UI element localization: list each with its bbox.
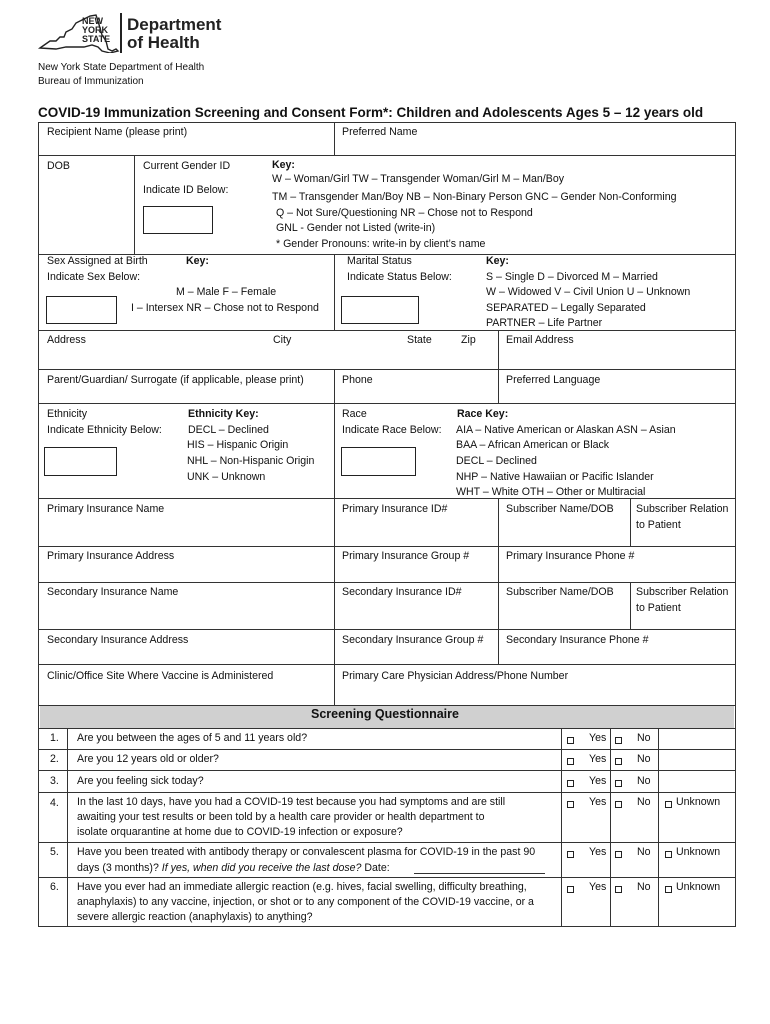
question-number: 1.	[50, 732, 59, 744]
no-checkbox[interactable]	[615, 886, 622, 893]
primary-insurance-address-label: Primary Insurance Address	[47, 550, 175, 562]
sex-assigned-label: Sex Assigned at Birth	[47, 255, 148, 267]
primary-insurance-name-label: Primary Insurance Name	[47, 503, 165, 515]
dob-label: DOB	[47, 160, 70, 172]
race-key-label: Race Key:	[457, 408, 509, 420]
sex-key-line-1: M – Male F – Female	[176, 286, 277, 298]
phone-label: Phone	[342, 374, 373, 386]
primary-insurance-group-label: Primary Insurance Group #	[342, 550, 470, 562]
gender-key-label: Key:	[272, 159, 295, 171]
indicate-sex-below-label: Indicate Sex Below:	[47, 271, 141, 283]
zip-label: Zip	[461, 334, 476, 346]
no-checkbox[interactable]	[615, 851, 622, 858]
yes-checkbox[interactable]	[567, 886, 574, 893]
indicate-id-below-label: Indicate ID Below:	[143, 184, 229, 196]
yes-checkbox[interactable]	[567, 801, 574, 808]
marital-key-label: Key:	[486, 255, 509, 267]
race-label: Race	[342, 408, 367, 420]
department-of-health-logo: Department of Health	[127, 15, 222, 52]
secondary-subscriber-name-dob-label: Subscriber Name/DOB	[506, 586, 614, 598]
agency-name: New York State Department of Health Bureau of Immunization	[38, 62, 205, 87]
current-gender-id-label: Current Gender ID	[143, 160, 231, 172]
secondary-insurance-group-label: Secondary Insurance Group #	[342, 634, 484, 646]
question-text: Are you feeling sick today?	[77, 775, 204, 787]
secondary-insurance-phone-label: Secondary Insurance Phone #	[506, 634, 649, 646]
clinic-site-label: Clinic/Office Site Where Vaccine is Administered	[47, 670, 274, 682]
state-label: State	[407, 334, 432, 346]
secondary-subscriber-relation-label: Subscriber Relation to Patient	[636, 586, 729, 614]
parent-guardian-label: Parent/Guardian/ Surrogate (if applicable, please print)	[47, 374, 304, 386]
primary-insurance-id-label: Primary Insurance ID#	[342, 503, 448, 515]
secondary-insurance-address-label: Secondary Insurance Address	[47, 634, 189, 646]
no-checkbox[interactable]	[615, 801, 622, 808]
question-number: 4.	[50, 797, 59, 809]
unknown-checkbox[interactable]	[665, 801, 672, 808]
pcp-label: Primary Care Physician Address/Phone Number	[342, 670, 569, 682]
nys-logo-text: NEW YORK STATE	[82, 16, 111, 44]
secondary-insurance-name-label: Secondary Insurance Name	[47, 586, 179, 598]
city-label: City	[273, 334, 292, 346]
yes-checkbox[interactable]	[567, 758, 574, 765]
gender-id-input[interactable]	[143, 206, 213, 234]
unknown-checkbox[interactable]	[665, 886, 672, 893]
screening-title: Screening Questionnaire	[311, 707, 459, 721]
question-text: Are you between the ages of 5 and 11 years old?	[77, 732, 308, 744]
recipient-name-label: Recipient Name (please print)	[47, 126, 188, 138]
question-number: 5.	[50, 846, 59, 858]
sex-key-label: Key:	[186, 255, 209, 267]
address-label: Address	[47, 334, 86, 346]
ethnicity-label: Ethnicity	[47, 408, 88, 420]
indicate-race-below-label: Indicate Race Below:	[342, 424, 442, 436]
form-title: COVID-19 Immunization Screening and Consent Form*: Children and Adolescents Ages 5 – 12 years old	[38, 105, 704, 120]
primary-insurance-phone-label: Primary Insurance Phone #	[506, 550, 635, 562]
preferred-language-label: Preferred Language	[506, 374, 601, 386]
indicate-status-below-label: Indicate Status Below:	[347, 271, 452, 283]
no-checkbox[interactable]	[615, 737, 622, 744]
date-input-line[interactable]	[414, 873, 545, 874]
question-number: 6.	[50, 881, 59, 893]
yes-checkbox[interactable]	[567, 851, 574, 858]
secondary-insurance-id-label: Secondary Insurance ID#	[342, 586, 462, 598]
marital-status-label: Marital Status	[347, 255, 412, 267]
yes-checkbox[interactable]	[567, 737, 574, 744]
email-label: Email Address	[506, 334, 574, 346]
ethnicity-input[interactable]	[44, 447, 117, 476]
sex-key-line-2: I – Intersex NR – Chose not to Respond	[131, 302, 319, 314]
question-number: 2.	[50, 753, 59, 765]
indicate-ethnicity-below-label: Indicate Ethnicity Below:	[47, 424, 162, 436]
no-checkbox[interactable]	[615, 758, 622, 765]
question-number: 3.	[50, 775, 59, 787]
unknown-checkbox[interactable]	[665, 851, 672, 858]
no-checkbox[interactable]	[615, 780, 622, 787]
marital-status-input[interactable]	[341, 296, 419, 324]
subscriber-relation-label: Subscriber Relation to Patient	[636, 503, 729, 531]
race-input[interactable]	[341, 447, 416, 476]
yes-checkbox[interactable]	[567, 780, 574, 787]
subscriber-name-dob-label: Subscriber Name/DOB	[506, 503, 614, 515]
question-text: Are you 12 years old or older?	[77, 753, 219, 765]
sex-input[interactable]	[46, 296, 117, 324]
ethnicity-key-label: Ethnicity Key:	[188, 408, 259, 420]
preferred-name-label: Preferred Name	[342, 126, 418, 138]
